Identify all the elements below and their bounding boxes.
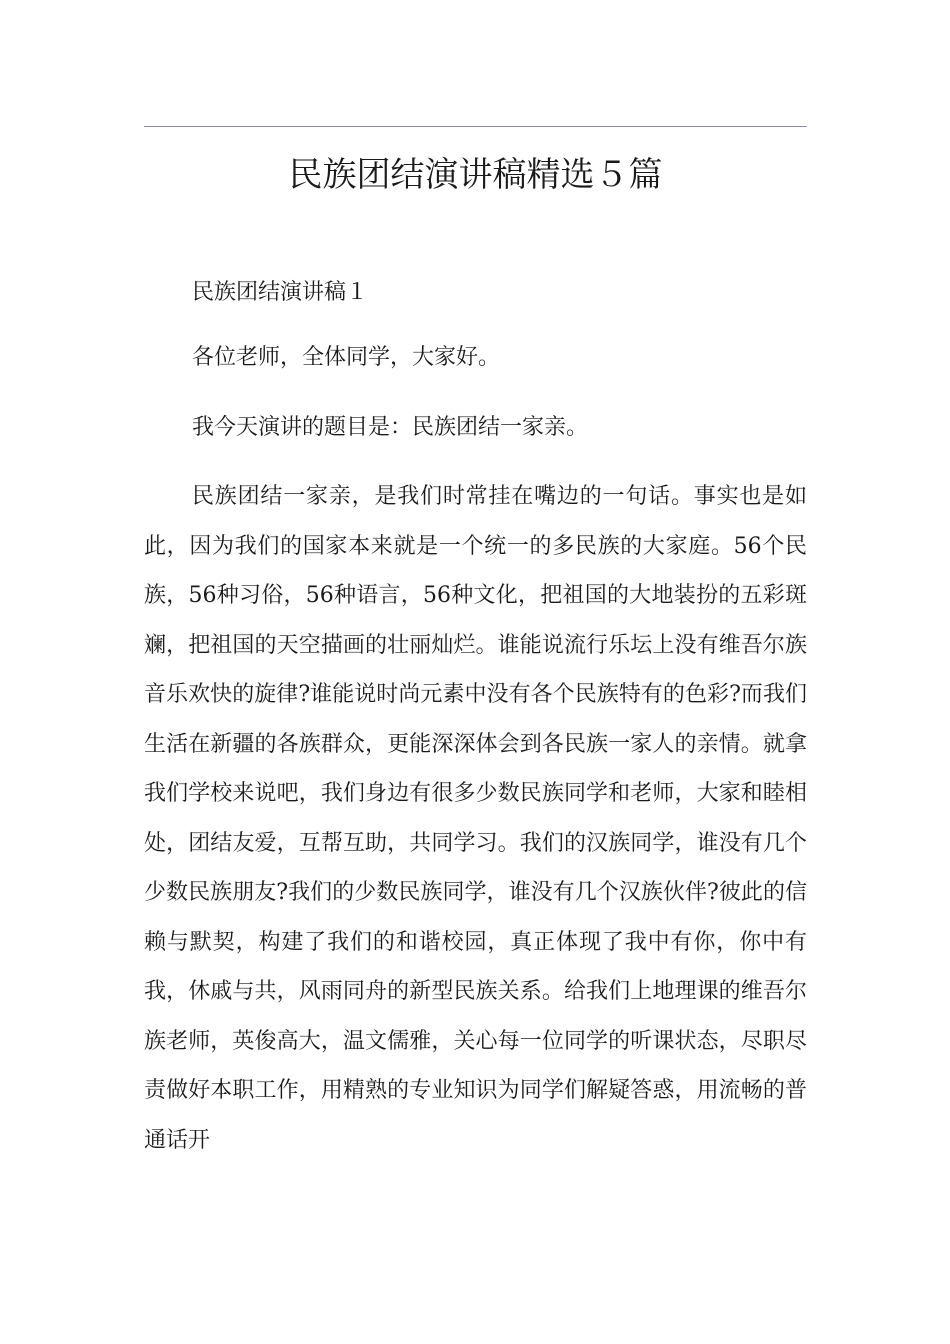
section-heading: 民族团结演讲稿１: [192, 280, 369, 305]
body-paragraph: 民族团结一家亲，是我们时常挂在嘴边的一句话。事实也是如此，因为我们的国家本来就是一个统一的多民族的大家庭。56个民族，56种习俗，56种语言，56种文化，把祖国的大地装扮的五彩斑斓，把祖国的天空描画的壮丽灿烂。谁能说流行乐坛上没有维吾尔族音乐欢快的旋律?谁能说时尚元素中没有各个民族特有的色彩?而我们生活在新疆的各族群众，更能深深体会到各民族一家人的亲情。就拿我们学校来说吧，我们身边有很多少数民族同学和老师，大家和睦相处，团结友爱，互帮互助，共同学习。我们的汉族同学，谁没有几个少数民族朋友?我们的少数民族同学，谁没有几个汉族伙伴?彼此的信赖与默契，构建了我们的和谐校园，真正体现了我中有你，你中有我，休戚与共，风雨同舟的新型民族关系。给我们上地理课的维吾尔族老师，英俊高大，温文儒雅，关心每一位同学的听课状态，尽职尽责做好本职工作，用精熟的专业知识为同学们解疑答惑，用流畅的普通话开: [144, 484, 807, 1153]
header-divider: [144, 126, 807, 127]
topic-paragraph: 我今天演讲的题目是：民族团结一家亲。: [192, 415, 589, 440]
document-title: 民族团结演讲稿精选５篇: [288, 155, 663, 195]
greeting-paragraph: 各位老师，全体同学，大家好。: [192, 345, 501, 370]
